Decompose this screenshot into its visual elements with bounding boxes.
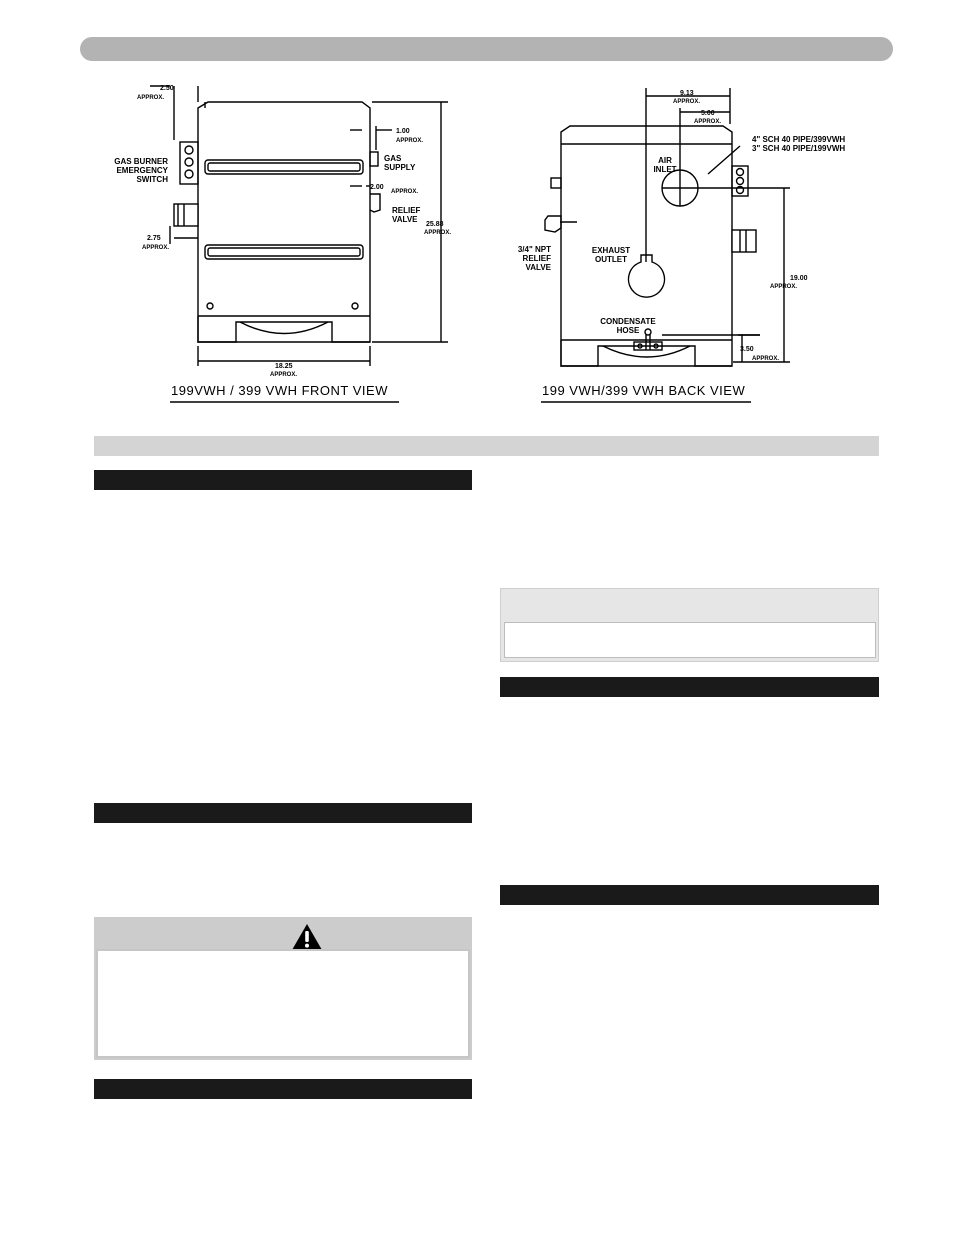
exhaust-label: EXHAUST [591,246,631,255]
section-band [94,436,879,456]
section-header-bar [500,885,879,905]
outlet-label: OUTLET [595,255,627,264]
section-header-bar [94,803,472,823]
approx-label: APPROX. [391,189,419,195]
condensate-label: CONDENSATE [600,317,656,326]
approx-label: APPROX. [752,356,780,362]
approx-label: APPROX. [270,372,298,378]
approx-label: APPROX. [396,138,424,144]
gas-label: GAS [384,154,402,163]
approx-label: APPROX. [770,284,798,290]
dim-2-75: 2.75 [147,235,161,242]
back-view-caption: 199 VWH/399 VWH BACK VIEW [542,383,746,398]
warning-triangle-icon [291,923,323,951]
section-header-bar [500,677,879,697]
note-box [500,588,879,662]
warning-content [96,949,470,1058]
dim-19-00: 19.00 [790,275,808,282]
supply-label: SUPPLY [384,163,416,172]
dim-2-50: 2.50 [160,85,174,92]
warning-box [94,917,472,1060]
dim-1-00: 1.00 [396,128,410,135]
back-view-diagram [0,0,954,420]
approx-label: APPROX. [694,119,722,125]
relief-label: RELIEF [392,206,421,215]
dim-18-25: 18.25 [275,363,293,370]
switch-label: SWITCH [136,175,168,184]
section-header-bar [94,470,472,490]
dim-9-13: 9.13 [680,90,694,97]
valve-label: VALVE [392,215,418,224]
approx-label: APPROX. [424,230,452,236]
air-label: AIR [658,156,672,165]
relief-label: RELIEF [522,254,551,263]
pipe-4-label: 4" SCH 40 PIPE/399VWH [752,135,846,144]
dim-5-00: 5.00 [701,110,715,117]
valve-label: VALVE [525,263,551,272]
pipe-3-label: 3" SCH 40 PIPE/199VWH [752,144,846,153]
npt-label: 3/4" NPT [517,245,551,254]
dim-2-00: 2.00 [370,184,384,191]
hose-label: HOSE [616,326,640,335]
approx-label: APPROX. [137,95,165,101]
section-header-bar [94,1079,472,1099]
emergency-label: EMERGENCY [116,166,168,175]
dim-25-88: 25.88 [426,221,444,228]
front-view-caption: 199VWH / 399 VWH FRONT VIEW [171,383,388,398]
dim-3-50: 3.50 [740,346,754,353]
approx-label: APPROX. [673,99,701,105]
gas-burner-label: GAS BURNER [114,157,168,166]
approx-label: APPROX. [142,245,170,251]
inlet-label: INLET [653,165,677,174]
note-content [504,622,876,658]
